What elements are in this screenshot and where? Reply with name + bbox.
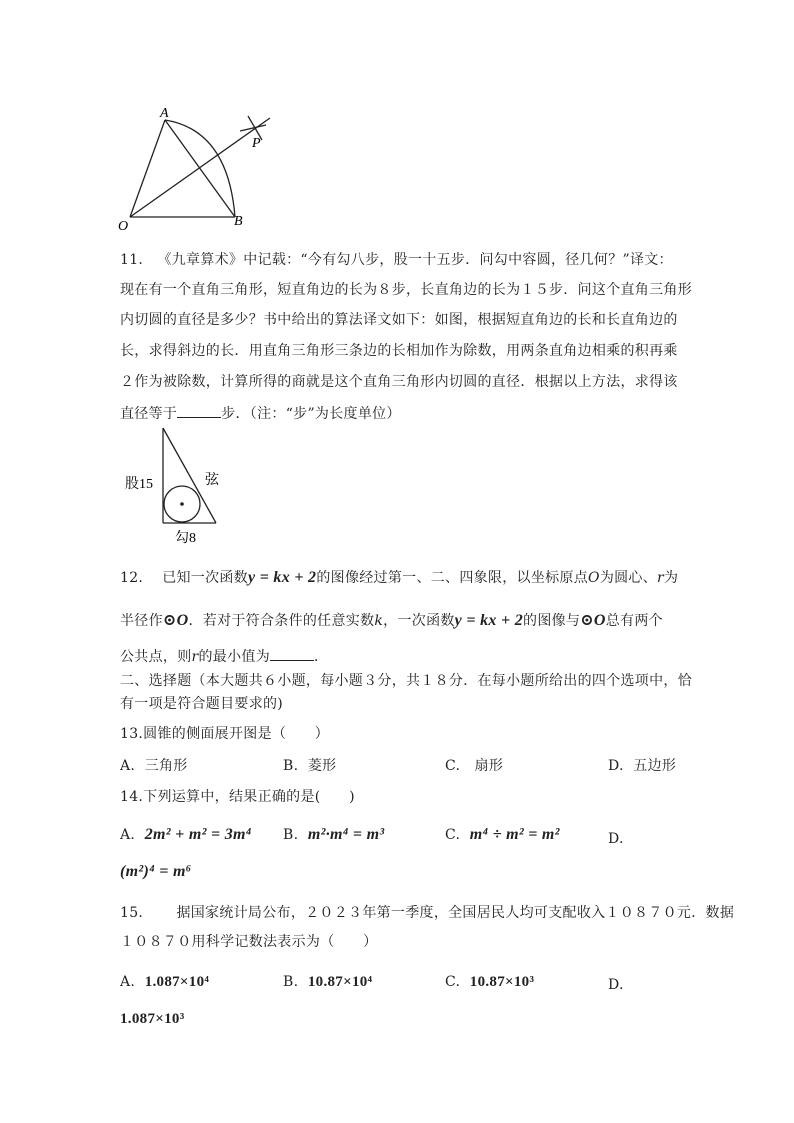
q15-option-a[interactable]: A. 1.087×10⁴ <box>120 974 210 990</box>
label-b: B <box>234 214 243 229</box>
q13-stem: 13.圆锥的侧面展开图是（ ） <box>120 726 330 742</box>
q15-option-b[interactable]: B. 10.87×10⁴ <box>283 974 373 990</box>
circle-symbol: ⊙O <box>162 612 189 629</box>
q12-line-2: 半径作⊙O．若对于符合条件的任意实数k，一次函数y = kx + 2的图像与⊙O总有两个 <box>120 612 663 629</box>
q14-option-c[interactable]: C. m⁴ ÷ m² = m² <box>445 826 560 843</box>
label-gu: 股15 <box>125 477 153 492</box>
q11-number: 11. <box>120 252 144 268</box>
q11-line-6: 直径等于 步．（注：“步”为长度单位） <box>120 403 401 424</box>
label-p: P <box>252 136 261 151</box>
geometry-figure-incircle <box>125 425 235 547</box>
answer-blank-q12[interactable] <box>270 646 314 661</box>
ray-op <box>130 118 270 217</box>
q14-option-d-label: D. <box>608 831 624 847</box>
label-a: A <box>160 106 169 121</box>
q14-stem: 14.下列运算中，结果正确的是( ) <box>120 789 355 805</box>
incircle-center <box>180 502 184 506</box>
q11-line-5: ２作为被除数，计算所得的商就是这个直角三角形内切圆的直径．根据以上方法，求得该 <box>120 374 678 390</box>
q11-line-4: 长，求得斜边的长．用直角三角形三条边的长相加作为除数，用两条直角边相乘的积再乘 <box>120 343 678 359</box>
q11-line-3: 内切圆的直径是多少？书中给出的算法译文如下：如图，根据短直角边的长和长直角边的 <box>120 312 678 328</box>
geometry-figure-angle-bisector <box>110 100 290 235</box>
q11-line-2: 现在有一个直角三角形，短直角边的长为８步，长直角边的长为１５步．问这个直角三角形 <box>120 282 692 298</box>
label-gou: 勾8 <box>175 531 196 546</box>
q15-line-1: 15. 据国家统计局公布，２０２３年第一季度，全国居民人均可支配收入１０８７０元．数据 <box>120 905 735 921</box>
segment-oa <box>130 120 165 217</box>
q13-option-a[interactable]: A. 三角形 <box>120 758 188 774</box>
q14-option-b[interactable]: B. m²·m⁴ = m³ <box>283 826 385 843</box>
q12-line-3: 公共点，则r的最小值为 ． <box>120 646 328 667</box>
q12-line-1: 12. 已知一次函数y = kx + 2的图像经过第一、二、四象限，以坐标原点O为圆心、r为 <box>120 569 679 586</box>
function-expression: y = kx + 2 <box>248 569 317 586</box>
answer-blank-q11[interactable] <box>177 403 221 418</box>
q13-option-d[interactable]: D. 五边形 <box>608 758 677 774</box>
label-xian: 弦 <box>205 473 219 488</box>
label-o: O <box>118 219 129 234</box>
q15-option-c[interactable]: C. 10.87×10³ <box>445 974 535 990</box>
q15-option-d-label: D. <box>608 977 624 993</box>
q14-option-a[interactable]: A. 2m² + m² = 3m⁴ <box>120 826 252 843</box>
section-2-heading-line-2: 有一项是符合题目要求的) <box>120 696 284 712</box>
q15-option-d[interactable]: 1.087×10³ <box>120 1011 185 1027</box>
q11-line-1: 11. 《九章算术》中记载：“今有勾八步，股一十五步．问勾中容圆，径几何？”译文： <box>120 252 673 268</box>
section-2-heading-line-1: 二、选择题（本大题共６小题，每小题３分，共１８分．在每小题所给出的四个选项中，恰 <box>120 673 692 689</box>
q15-line-2: １０８７０用科学记数法表示为（ ） <box>120 934 378 950</box>
q13-option-c[interactable]: C. 扇形 <box>445 758 504 774</box>
q13-option-b[interactable]: B. 菱形 <box>283 758 337 774</box>
q14-option-d[interactable]: (m²)⁴ = m⁶ <box>120 863 192 880</box>
